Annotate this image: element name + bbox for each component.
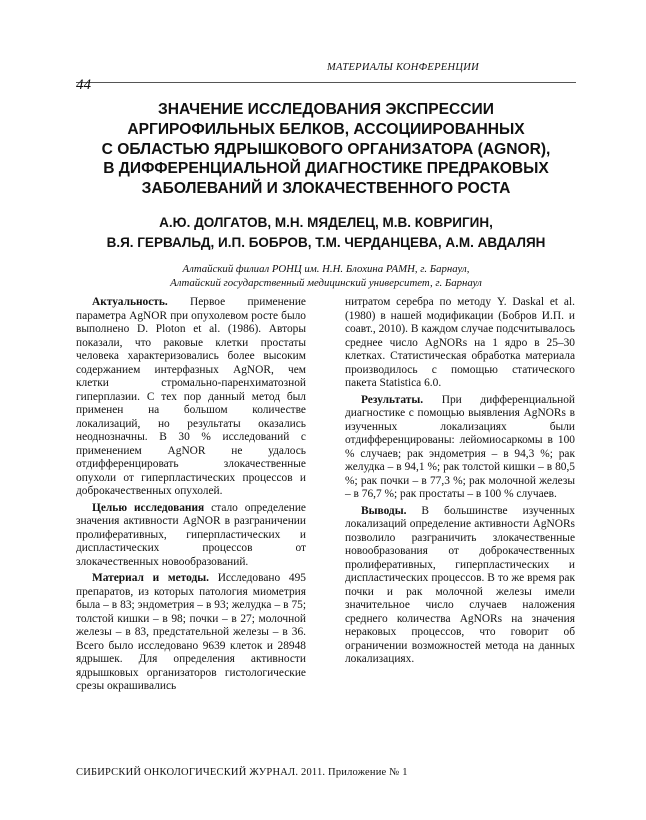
paragraph-aim (76, 502, 306, 570)
title-line: В ДИФФЕРЕНЦИАЛЬНОЙ ДИАГНОСТИКЕ ПРЕДРАКОВЫХ (103, 160, 549, 178)
paragraph-heading: Материал и методы. (92, 572, 209, 584)
header-rule (76, 82, 576, 83)
paragraph-heading: Целью исследования (92, 501, 205, 514)
page-number: 44 (76, 77, 91, 93)
paragraph-relevance (76, 296, 306, 499)
paragraph-results (345, 394, 575, 502)
paragraph-text: Исследовано 495 препаратов, из которых патология миометрия была – в 83; эндометрия – в 93; желудка – в 75; толстой кишки – в 98; почки – в 27; молочной железы – в 83, предстательной железы – в 36. Всего было исследовано 9639 клеток и 28948 ядрышек. Для определения активности ядрышковых организаторов гистологические срезы окрашивались (76, 572, 306, 692)
paragraph-methods (76, 572, 306, 694)
left-column (76, 296, 306, 697)
paragraph-methods-continued: нитратом серебра по методу Y. Daskal et al. (1980) в нашей модификации (Бобров И.П. и соавт., 2010). В каждом случае подсчитывалось среднее число AgNORs на 1 ядро в 25–30 клетках. Статистическая обработка материала производилось с помощью статического пакета Statistica 6.0. (345, 296, 575, 389)
paragraph-heading: Выводы. (361, 504, 407, 517)
paragraph-conclusions (345, 505, 575, 667)
paragraph-text: стало определение значения активности AgNOR в разграничении пролиферативных, гиперпластических и диспластических процессов от злокачественных новообразований. (76, 501, 306, 568)
running-header: МАТЕРИАЛЫ КОНФЕРЕНЦИИ (326, 62, 480, 73)
title-line: С ОБЛАСТЬЮ ЯДРЫШКОВОГО ОРГАНИЗАТОРА (AGNOR), (101, 140, 551, 158)
authors (76, 213, 576, 253)
paragraph-text: В большинстве изученных локализаций определение активности AgNORs позволило разграничить злокачественные новообразования от доброкачественных пролиферативных, гиперпластических и диспластических процессов. В то же время рак почки и рак молочной железы имели значительное число случаев наложения среднего количества AgNORs на значения нераковых процессов, что говорит об ограничении возможностей метода на данных локализациях. (345, 504, 575, 665)
paragraph-text: Первое применение параметра AgNOR при опухолевом росте было выполнено D. Ploton et al. (1986). Авторы показали, что раковые клетки простаты человека характеризовались более высоким содержанием интерфазных AgNOR, чем клетки стромально-паренхиматозной гиперплазии. С тех пор данный метод был применен на большом количестве локализаций, но результаты оказались неоднозначны. В 30 % исследований с применением AgNOR не удалось отдифференцировать злокачественные опухоли от гиперпластических процессов и доброкачественных опухолей. (76, 296, 306, 497)
paragraph-heading: Результаты. (361, 393, 424, 406)
affiliation-line: Алтайский филиал РОНЦ им. Н.Н. Блохина РАМН, г. Барнаул, (182, 263, 470, 275)
paragraph-text: При дифференциальной диагностике с помощью выявления AgNORs в изученных локализациях были отдифференцированы: лейомиосаркомы в 100 % случаев; рак эндометрия – в 94,3 %; рак желудка – в 94,1 %; рак толстой кишки – в 80,5 %; рак почки – в 77,3 %; рак молочной железы – в 76,7 %; рак простаты – в 100 % случаев. (345, 393, 575, 500)
paragraph-heading: Актуальность. (92, 296, 168, 308)
affiliation-line: Алтайский государственный медицинский университет, г. Барнаул (170, 276, 482, 289)
journal-footer: СИБИРСКИЙ ОНКОЛОГИЧЕСКИЙ ЖУРНАЛ. 2011. Приложение № 1 (76, 767, 408, 778)
authors-line: А.Ю. ДОЛГАТОВ, М.Н. МЯДЕЛЕЦ, М.В. КОВРИГИН, (159, 215, 493, 230)
title-line: ЗАБОЛЕВАНИЙ И ЗЛОКАЧЕСТВЕННОГО РОСТА (141, 180, 511, 198)
title-line: АРГИРОФИЛЬНЫХ БЕЛКОВ, АССОЦИИРОВАННЫХ (127, 120, 525, 138)
article-title (76, 100, 576, 199)
affiliations (76, 263, 576, 290)
authors-line: В.Я. ГЕРВАЛЬД, И.П. БОБРОВ, Т.М. ЧЕРДАНЦЕВА, А.М. АВДАЛЯН (106, 235, 546, 250)
title-line: ЗНАЧЕНИЕ ИССЛЕДОВАНИЯ ЭКСПРЕССИИ (158, 101, 494, 118)
right-column (345, 296, 575, 670)
